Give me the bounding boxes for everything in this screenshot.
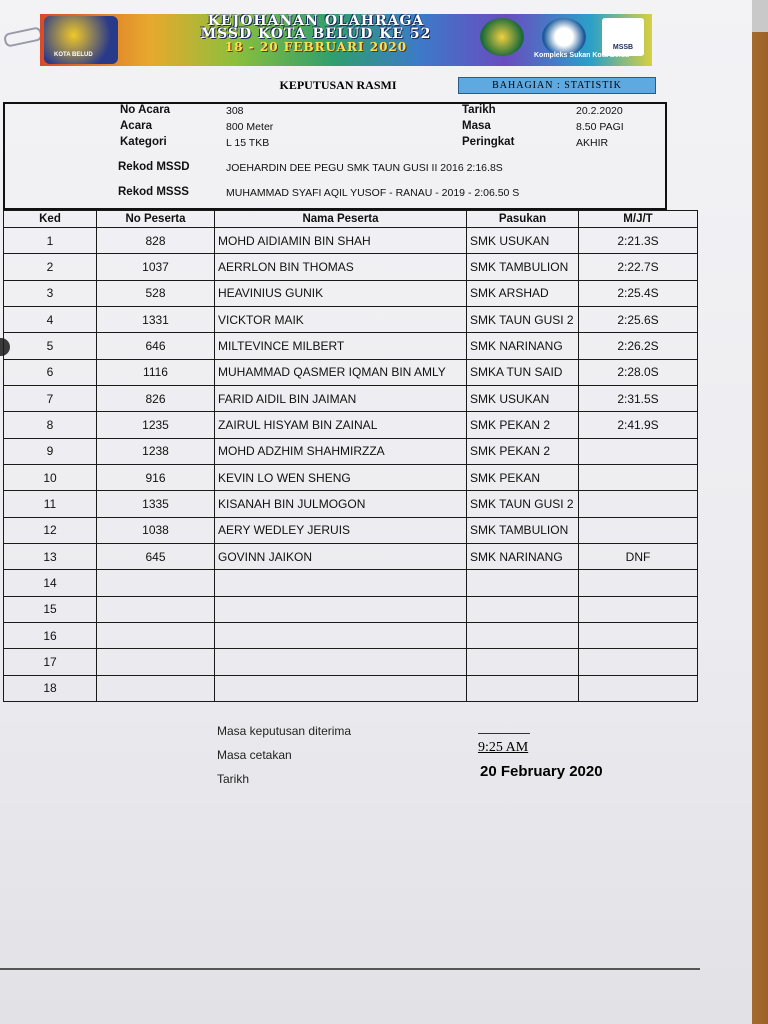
cell-no-peserta [97,596,215,622]
cell-no-peserta: 645 [97,543,215,569]
table-row [4,622,698,648]
peringkat-value: AKHIR [576,137,609,149]
cell-no-peserta: 1238 [97,438,215,464]
table-row [4,280,698,306]
cell-mjt: 2:21.3S [579,228,698,254]
banner-date: 18 - 20 FEBRUARI 2020 [224,40,408,54]
cell-nama-peserta: KEVIN LO WEN SHENG [215,464,467,490]
table-row [4,306,698,332]
cell-nama-peserta: GOVINN JAIKON [215,543,467,569]
cell-no-peserta: 528 [97,280,215,306]
cell-pasukan [467,675,579,701]
table-row [4,543,698,569]
cell-no-peserta: 828 [97,228,215,254]
cell-nama-peserta [215,622,467,648]
cell-nama-peserta [215,649,467,675]
col-header-no-peserta: No Peserta [97,211,215,228]
results-table [3,210,698,702]
rekod-mssd-value: JOEHARDIN DEE PEGU SMK TAUN GUSI II 2016 2:16.8S [226,162,503,174]
cell-pasukan: SMK TAUN GUSI 2 [467,491,579,517]
cell-nama-peserta: FARID AIDIL BIN JAIMAN [215,385,467,411]
peringkat-label: Peringkat [462,136,515,148]
runner-logo-icon [44,16,118,64]
cell-no-peserta: 1335 [97,491,215,517]
cell-ked: 4 [4,306,97,332]
tarikh-label: Tarikh [462,104,496,116]
cell-no-peserta [97,675,215,701]
cell-ked: 3 [4,280,97,306]
acara-label: Acara [120,120,152,132]
cell-nama-peserta: HEAVINIUS GUNIK [215,280,467,306]
table-row [4,438,698,464]
cell-mjt [579,596,698,622]
cell-no-peserta: 1331 [97,306,215,332]
cell-ked: 9 [4,438,97,464]
cell-pasukan: SMK PEKAN 2 [467,412,579,438]
cell-no-peserta: 646 [97,333,215,359]
banner-title [126,15,506,54]
cell-ked: 18 [4,675,97,701]
cell-no-peserta [97,649,215,675]
cell-nama-peserta [215,675,467,701]
table-row [4,649,698,675]
table-row [4,359,698,385]
section-badge: BAHAGIAN : STATISTIK [458,77,656,94]
cell-mjt [579,438,698,464]
bottom-rule [0,968,700,970]
cell-mjt: 2:22.7S [579,254,698,280]
cell-pasukan: SMKA TUN SAID [467,359,579,385]
cell-pasukan [467,622,579,648]
cell-nama-peserta: KISANAH BIN JULMOGON [215,491,467,517]
table-row [4,570,698,596]
cell-mjt: 2:25.6S [579,306,698,332]
table-row [4,491,698,517]
cell-pasukan: SMK TAMBULION [467,254,579,280]
cell-pasukan: SMK USUKAN [467,228,579,254]
cell-mjt: 2:31.5S [579,385,698,411]
received-time-line [478,733,530,734]
col-header-pasukan: Pasukan [467,211,579,228]
page-title: KEPUTUSAN RASMI [279,78,397,92]
cell-mjt [579,649,698,675]
cell-ked: 16 [4,622,97,648]
rekod-msss-label: Rekod MSSS [118,186,189,198]
cell-ked: 17 [4,649,97,675]
cell-mjt: 2:41.9S [579,412,698,438]
cell-nama-peserta: VICKTOR MAIK [215,306,467,332]
table-row [4,228,698,254]
printed-time-label: Masa cetakan [217,748,292,762]
cell-mjt: 2:28.0S [579,359,698,385]
kategori-label: Kategori [120,136,167,148]
cell-nama-peserta: MUHAMMAD QASMER IQMAN BIN AMLY [215,359,467,385]
cell-pasukan: SMK NARINANG [467,333,579,359]
cell-ked: 12 [4,517,97,543]
cell-pasukan: SMK ARSHAD [467,280,579,306]
rekod-msss-value: MUHAMMAD SYAFI AQIL YUSOF - RANAU - 2019 - 2:06.50 S [226,187,520,199]
mssb-logo-icon: MSSB [602,18,644,56]
district-emblem-icon [480,18,524,56]
cell-pasukan [467,649,579,675]
cell-nama-peserta: AERY WEDLEY JERUIS [215,517,467,543]
masa-value: 8.50 PAGI [576,121,624,133]
no-acara-label: No Acara [120,104,171,116]
cell-pasukan: SMK TAUN GUSI 2 [467,306,579,332]
cell-ked: 15 [4,596,97,622]
cell-no-peserta: 1116 [97,359,215,385]
cell-ked: 7 [4,385,97,411]
col-header-nama-peserta: Nama Peserta [215,211,467,228]
cell-mjt [579,622,698,648]
cell-pasukan: SMK TAMBULION [467,517,579,543]
cell-nama-peserta [215,570,467,596]
cell-pasukan: SMK PEKAN [467,464,579,490]
table-row [4,254,698,280]
printed-time-value: 9:25 AM [478,740,529,755]
col-header-mjt: M/J/T [579,211,698,228]
cell-ked: 6 [4,359,97,385]
kategori-value: L 15 TKB [226,137,270,149]
acara-value: 800 Meter [226,121,274,133]
cell-pasukan [467,596,579,622]
table-row [4,675,698,701]
cell-mjt [579,464,698,490]
table-row [4,333,698,359]
school-emblem-icon [542,18,586,56]
cell-mjt: DNF [579,543,698,569]
cell-pasukan [467,570,579,596]
masa-label: Masa [462,120,491,132]
table-row [4,412,698,438]
cell-ked: 14 [4,570,97,596]
cell-nama-peserta: MOHD AIDIAMIN BIN SHAH [215,228,467,254]
table-header-row [4,211,698,228]
cell-no-peserta: 1037 [97,254,215,280]
cell-ked: 11 [4,491,97,517]
cell-pasukan: SMK USUKAN [467,385,579,411]
received-time-label: Masa keputusan diterima [217,724,352,738]
cell-no-peserta: 1038 [97,517,215,543]
cell-no-peserta: 826 [97,385,215,411]
cell-ked: 8 [4,412,97,438]
table-row [4,596,698,622]
rekod-mssd-label: Rekod MSSD [118,161,190,173]
logo-text: KOTA BELUD [54,52,93,58]
cell-ked: 10 [4,464,97,490]
banner-venue: Kompleks Sukan Kota Belud [534,52,630,59]
table-row [4,517,698,543]
cell-nama-peserta: AERRLON BIN THOMAS [215,254,467,280]
no-acara-value: 308 [226,105,244,117]
table-row [4,385,698,411]
cell-nama-peserta: MILTEVINCE MILBERT [215,333,467,359]
cell-mjt [579,570,698,596]
cell-mjt: 2:25.4S [579,280,698,306]
table-row [4,464,698,490]
cell-mjt [579,517,698,543]
cell-mjt: 2:26.2S [579,333,698,359]
cell-pasukan: SMK PEKAN 2 [467,438,579,464]
cell-no-peserta [97,570,215,596]
cell-nama-peserta: MOHD ADZHIM SHAHMIRZZA [215,438,467,464]
cell-no-peserta: 1235 [97,412,215,438]
banner-title-line2: MSSD KOTA BELUD KE 52 [200,26,432,42]
col-header-ked: Ked [4,211,97,228]
date-label: Tarikh [217,772,250,786]
cell-mjt [579,491,698,517]
cell-pasukan: SMK NARINANG [467,543,579,569]
date-value: 20 February 2020 [480,763,603,780]
cell-nama-peserta: ZAIRUL HISYAM BIN ZAINAL [215,412,467,438]
cell-ked: 2 [4,254,97,280]
cell-no-peserta: 916 [97,464,215,490]
cell-mjt [579,675,698,701]
cell-nama-peserta [215,596,467,622]
paper-clip-icon [3,26,43,48]
event-banner [40,14,652,66]
cell-ked: 1 [4,228,97,254]
cell-ked: 13 [4,543,97,569]
banner-title-line1: KEJOHANAN OLAHRAGA [207,14,425,29]
tarikh-value: 20.2.2020 [576,105,623,117]
cell-ked: 5 [4,333,97,359]
cell-no-peserta [97,622,215,648]
